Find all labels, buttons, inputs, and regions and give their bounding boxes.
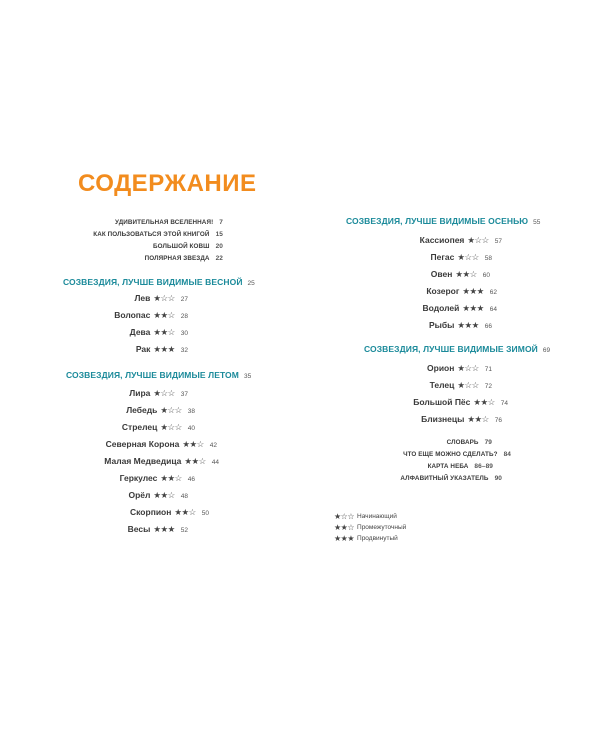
toc-entry[interactable]	[403, 449, 511, 461]
entry-title: АЛФАВИТНЫЙ УКАЗАТЕЛЬ	[400, 475, 489, 482]
toc-entry[interactable]	[93, 229, 223, 241]
toc-entry[interactable]	[429, 319, 492, 331]
entry-title: ПОЛЯРНАЯ ЗВЕЗДА	[144, 255, 210, 262]
entry-page: 27	[180, 296, 188, 303]
difficulty-stars-icon: ★☆☆	[457, 363, 479, 373]
entry-page: 46	[187, 476, 195, 483]
entry-page: 37	[180, 391, 188, 398]
entry-page: 52	[180, 527, 188, 534]
difficulty-stars-icon: ★★☆	[182, 439, 204, 449]
section-summer-heading[interactable]	[66, 370, 251, 380]
toc-entry[interactable]	[104, 455, 219, 467]
section-page: 69	[542, 347, 551, 354]
entry-page: 44	[211, 459, 219, 466]
toc-entry[interactable]	[431, 251, 492, 263]
entry-page: 20	[215, 243, 223, 250]
entry-page: 32	[180, 347, 188, 354]
section-page: 35	[243, 373, 252, 380]
toc-entry[interactable]	[428, 461, 493, 473]
entry-title: Малая Медведица	[104, 456, 182, 466]
difficulty-stars-icon: ★☆☆	[457, 380, 479, 390]
entry-page: 40	[187, 425, 195, 432]
section-spring-heading[interactable]	[63, 277, 255, 287]
entry-page: 60	[482, 272, 490, 279]
entry-page: 74	[500, 400, 508, 407]
entry-page: 7	[219, 219, 223, 226]
entry-title: Козерог	[426, 286, 460, 296]
entry-page: 30	[180, 330, 188, 337]
section-page: 25	[247, 280, 255, 287]
difficulty-stars-icon: ★★★	[462, 303, 484, 313]
difficulty-stars-icon: ★★☆	[160, 473, 182, 483]
toc-entry[interactable]	[423, 302, 497, 314]
toc-entry[interactable]	[134, 292, 188, 304]
entry-page: 57	[494, 238, 502, 245]
legend-label: Промежуточный	[357, 524, 407, 531]
entry-title: УДИВИТЕЛЬНАЯ ВСЕЛЕННАЯ!	[115, 219, 214, 226]
entry-title: Близнецы	[421, 414, 465, 424]
entry-title: БОЛЬШОЙ КОВШ	[153, 243, 210, 250]
three-star-icon: ★★★	[334, 534, 355, 543]
entry-page: 84	[503, 451, 511, 458]
entry-title: Орион	[427, 363, 455, 373]
entry-title: Лебедь	[126, 405, 158, 415]
toc-entry[interactable]	[426, 285, 497, 297]
toc-entry[interactable]	[400, 473, 502, 485]
entry-title: Геркулес	[119, 473, 158, 483]
legend-item	[334, 522, 406, 533]
entry-title: Скорпион	[130, 507, 172, 517]
entry-page: 90	[494, 475, 502, 482]
toc-entry[interactable]	[447, 437, 492, 449]
toc-entry[interactable]	[120, 472, 195, 484]
entry-page: 15	[215, 231, 223, 238]
difficulty-stars-icon: ★☆☆	[153, 388, 175, 398]
toc-entry[interactable]	[430, 379, 492, 391]
entry-title: Большой Пёс	[413, 397, 471, 407]
entry-title: Овен	[430, 269, 453, 279]
difficulty-stars-icon: ★★★	[153, 344, 175, 354]
toc-entry[interactable]	[122, 421, 195, 433]
difficulty-stars-icon: ★☆☆	[160, 422, 182, 432]
entry-page: 58	[484, 255, 492, 262]
difficulty-stars-icon: ★★☆	[153, 490, 175, 500]
legend-item	[334, 511, 406, 522]
legend-label: Начинающий	[357, 513, 397, 520]
entry-title: Весы	[127, 524, 151, 534]
section-winter-heading[interactable]	[364, 344, 550, 354]
difficulty-stars-icon: ★☆☆	[467, 235, 489, 245]
difficulty-stars-icon: ★★★	[457, 320, 479, 330]
toc-entry[interactable]	[106, 438, 217, 450]
toc-entry[interactable]	[126, 404, 195, 416]
entry-title: Лев	[134, 293, 151, 303]
toc-entry[interactable]	[130, 326, 188, 338]
toc-entry[interactable]	[420, 234, 502, 246]
two-star-icon: ★★☆	[334, 523, 355, 532]
difficulty-stars-icon: ★★☆	[153, 310, 175, 320]
entry-page: 42	[209, 442, 217, 449]
difficulty-stars-icon: ★★☆	[455, 269, 477, 279]
entry-title: Дева	[129, 327, 151, 337]
toc-entry[interactable]	[145, 253, 223, 265]
entry-page: 64	[489, 306, 497, 313]
difficulty-stars-icon: ★☆☆	[160, 405, 182, 415]
section-autumn-heading[interactable]	[346, 216, 540, 226]
section-title: СОЗВЕЗДИЯ, ЛУЧШЕ ВИДИМЫЕ ЗИМОЙ	[364, 344, 538, 354]
section-page: 55	[533, 219, 541, 226]
toc-entry[interactable]	[128, 489, 188, 501]
entry-title: Волопас	[114, 310, 151, 320]
difficulty-stars-icon: ★☆☆	[457, 252, 479, 262]
entry-title: Рыбы	[428, 320, 455, 330]
entry-page: 50	[201, 510, 209, 517]
entry-title: Орёл	[128, 490, 151, 500]
entry-page: 86–89	[474, 463, 493, 470]
difficulty-stars-icon: ★★☆	[473, 397, 495, 407]
page-title: СОДЕРЖАНИЕ	[78, 170, 257, 197]
legend-label: Продвинутый	[357, 535, 398, 542]
toc-entry[interactable]	[431, 268, 490, 280]
toc-entry[interactable]	[128, 523, 188, 535]
toc-entry[interactable]	[136, 343, 188, 355]
toc-entry[interactable]	[427, 362, 492, 374]
toc-entry[interactable]	[153, 241, 223, 253]
difficulty-stars-icon: ★☆☆	[153, 293, 175, 303]
entry-title: Северная Корона	[105, 439, 180, 449]
toc-entry[interactable]	[114, 309, 188, 321]
toc-entry[interactable]	[115, 217, 223, 229]
entry-title: Стрелец	[121, 422, 158, 432]
entry-title: Водолей	[422, 303, 460, 313]
section-title: СОЗВЕЗДИЯ, ЛУЧШЕ ВИДИМЫЕ ОСЕНЬЮ	[346, 216, 529, 226]
toc-entry[interactable]	[421, 413, 502, 425]
difficulty-stars-icon: ★★☆	[174, 507, 196, 517]
entry-title: Рак	[135, 344, 151, 354]
toc-entry[interactable]	[413, 396, 508, 408]
difficulty-stars-icon: ★★☆	[153, 327, 175, 337]
difficulty-legend	[334, 511, 406, 544]
toc-entry[interactable]	[129, 387, 188, 399]
entry-title: Пегас	[430, 252, 455, 262]
entry-page: 28	[180, 313, 188, 320]
entry-title: СЛОВАРЬ	[446, 439, 479, 446]
entry-title: КАРТА НЕБА	[427, 463, 469, 470]
entry-title: КАК ПОЛЬЗОВАТЬСЯ ЭТОЙ КНИГОЙ	[93, 231, 210, 238]
entry-page: 72	[484, 383, 492, 390]
one-star-icon: ★☆☆	[334, 512, 355, 521]
entry-page: 38	[187, 408, 195, 415]
difficulty-stars-icon: ★★☆	[184, 456, 206, 466]
entry-page: 79	[484, 439, 492, 446]
entry-page: 76	[494, 417, 502, 424]
legend-item	[334, 533, 406, 544]
entry-page: 71	[484, 366, 492, 373]
entry-page: 62	[489, 289, 497, 296]
difficulty-stars-icon: ★★★	[462, 286, 484, 296]
entry-title: ЧТО ЕЩЕ МОЖНО СДЕЛАТЬ?	[403, 451, 498, 458]
section-title: СОЗВЕЗДИЯ, ЛУЧШЕ ВИДИМЫЕ ЛЕТОМ	[66, 370, 239, 380]
entry-page: 48	[180, 493, 188, 500]
entry-title: Телец	[429, 380, 455, 390]
difficulty-stars-icon: ★★★	[153, 524, 175, 534]
entry-title: Лира	[129, 388, 151, 398]
entry-page: 66	[484, 323, 492, 330]
difficulty-stars-icon: ★★☆	[467, 414, 489, 424]
toc-entry[interactable]	[130, 506, 209, 518]
entry-page: 22	[215, 255, 223, 262]
section-title: СОЗВЕЗДИЯ, ЛУЧШЕ ВИДИМЫЕ ВЕСНОЙ	[63, 277, 243, 287]
entry-title: Кассиопея	[419, 235, 465, 245]
